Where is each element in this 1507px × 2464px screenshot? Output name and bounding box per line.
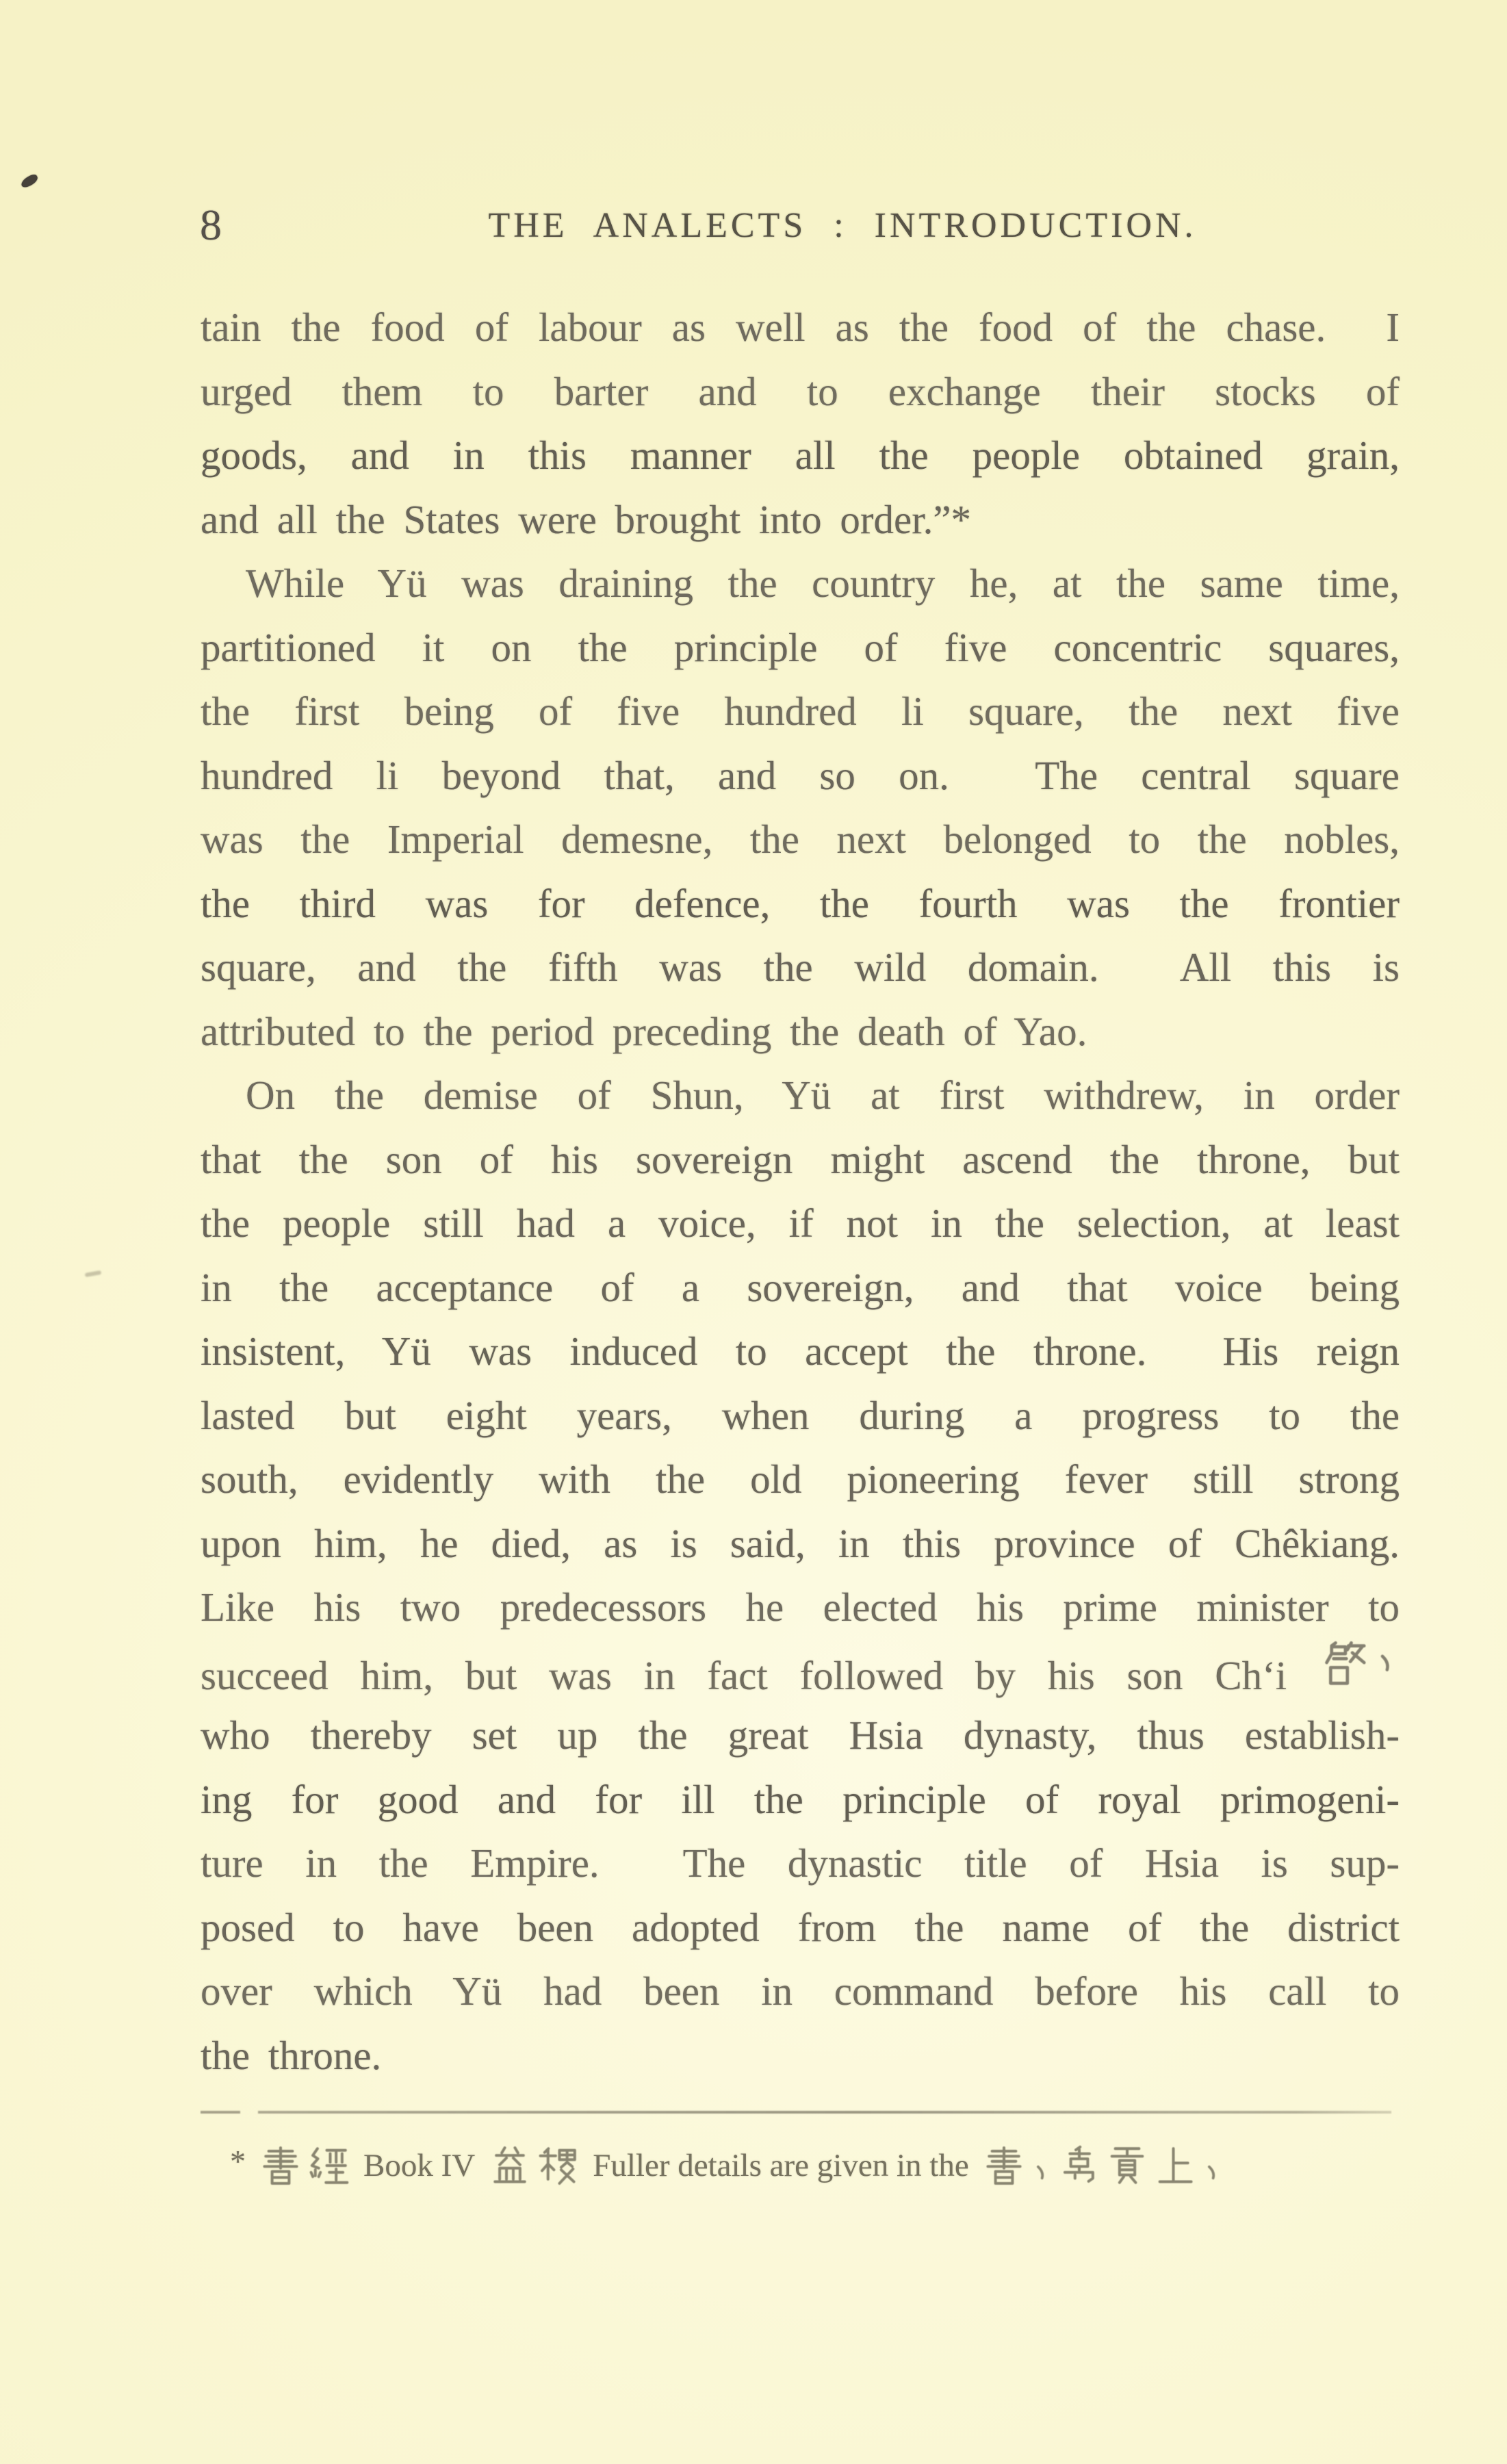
body-line bbox=[201, 1320, 1400, 1384]
body-line-text: attributed to the period preceding the death of Yao. bbox=[201, 1008, 1087, 1054]
body-line-text: Like his two predecessors he elected his prime minister to bbox=[201, 1584, 1400, 1630]
body-line-text: On the demise of Shun, Yü at first withdrew, in order bbox=[246, 1073, 1400, 1118]
body-line-text: insistent, Yü was induced to accept the throne. His reign bbox=[201, 1329, 1400, 1374]
body-line-text: hundred li beyond that, and so on. The central square bbox=[201, 752, 1400, 798]
ink-speck bbox=[19, 173, 39, 190]
body-line bbox=[201, 1512, 1400, 1576]
body-line-text: ture in the Empire. The dynastic title of Hsia is sup- bbox=[201, 1840, 1400, 1886]
body-line bbox=[201, 616, 1400, 680]
hanzi-shu-ching-group bbox=[259, 2144, 350, 2187]
body-line bbox=[201, 2024, 1400, 2088]
body-line-text: square, and the fifth was the wild domain. All this is bbox=[201, 945, 1400, 990]
body-line bbox=[201, 424, 1400, 488]
body-line-text: who thereby set up the great Hsia dynasty, thus establish- bbox=[201, 1712, 1400, 1758]
body-line-text: the third was for defence, the fourth was the frontier bbox=[201, 880, 1400, 926]
body-line-text: the people still had a voice, if not in the selection, at least bbox=[201, 1201, 1400, 1246]
body-line bbox=[201, 1704, 1400, 1768]
body-line bbox=[201, 744, 1400, 808]
body-line-text: upon him, he died, as is said, in this province of Chêkiang. bbox=[201, 1520, 1400, 1566]
hanzi-qi-group bbox=[1319, 1640, 1400, 1689]
hanzi-shu-icon bbox=[259, 2144, 302, 2187]
body-line-text: tain the food of labour as well as the food of the chase. I bbox=[201, 305, 1400, 350]
body-line-text: posed to have been adopted from the name of the district bbox=[201, 1904, 1400, 1950]
footnote-asterisk: * bbox=[230, 2144, 246, 2179]
hanzi-qi-icon bbox=[1319, 1640, 1368, 1689]
body-line-text: urged them to barter and to exchange their stocks of bbox=[201, 368, 1400, 414]
body-line bbox=[201, 1768, 1400, 1832]
body-line bbox=[201, 1384, 1400, 1448]
hanzi-chi-icon bbox=[537, 2144, 579, 2187]
body-line bbox=[201, 1064, 1400, 1128]
body-line-with-hanzi bbox=[201, 1640, 1400, 1704]
body-line-text: the throne. bbox=[201, 2032, 382, 2078]
body-line bbox=[201, 360, 1400, 424]
hanzi-shang-icon bbox=[1154, 2144, 1196, 2187]
hanzi-shu-icon bbox=[983, 2144, 1025, 2187]
body-line-text: in the acceptance of a sovereign, and that voice being bbox=[201, 1264, 1400, 1310]
body-line bbox=[201, 1896, 1400, 1960]
body-line bbox=[201, 1000, 1400, 1064]
ideographic-comma-icon bbox=[1374, 1652, 1400, 1678]
footnote bbox=[230, 2134, 1407, 2197]
body-line-text: partitioned it on the principle of five concentric squares, bbox=[201, 624, 1400, 670]
body-line-text: goods, and in this manner all the people obtained grain, bbox=[201, 433, 1400, 478]
body-line-text: over which Yü had been in command before his call to bbox=[201, 1968, 1400, 2014]
page-number: 8 bbox=[200, 201, 222, 249]
body-line-text: and all the States were brought into order.”* bbox=[201, 496, 972, 542]
ideographic-comma-icon bbox=[1031, 2163, 1053, 2185]
body-line-text: that the son of his sovereign might ascend the throne, but bbox=[201, 1136, 1400, 1182]
ink-smudge bbox=[85, 1270, 102, 1277]
body-line bbox=[201, 488, 1400, 552]
body-text bbox=[201, 296, 1400, 2088]
body-line bbox=[201, 1448, 1400, 1512]
hanzi-yi-icon bbox=[489, 2144, 531, 2187]
running-header: THE ANALECTS : INTRODUCTION. bbox=[488, 206, 1197, 245]
hanzi-yi-chi-group bbox=[489, 2144, 579, 2187]
body-line-text: While Yü was draining the country he, at the same time, bbox=[246, 561, 1400, 606]
body-line bbox=[201, 1832, 1400, 1896]
body-line-text: the first being of five hundred li square, the next five bbox=[201, 689, 1400, 734]
hanzi-yu-icon bbox=[1058, 2144, 1100, 2187]
hanzi-shu-yu-kung-group bbox=[983, 2144, 1224, 2187]
body-line-text: succeed him, but was in fact followed by his son Ch‘i bbox=[201, 1652, 1287, 1698]
body-line bbox=[201, 680, 1400, 744]
body-line bbox=[201, 1576, 1400, 1640]
footnote-rule bbox=[201, 2111, 1391, 2114]
ideographic-comma-icon bbox=[1202, 2163, 1224, 2185]
body-line-text: was the Imperial demesne, the next belonged to the nobles, bbox=[201, 817, 1400, 862]
hanzi-ching-icon bbox=[307, 2144, 350, 2187]
body-line bbox=[201, 808, 1400, 872]
body-line bbox=[201, 1960, 1400, 2024]
body-line-text: ing for good and for ill the principle of royal primogeni- bbox=[201, 1776, 1400, 1822]
body-line-text: lasted but eight years, when during a progress to the bbox=[201, 1392, 1400, 1438]
body-line-text: south, evidently with the old pioneering fever still strong bbox=[201, 1456, 1400, 1502]
body-line bbox=[201, 296, 1400, 360]
body-line bbox=[201, 936, 1400, 1000]
body-line bbox=[201, 1256, 1400, 1320]
body-line bbox=[201, 552, 1400, 616]
body-line bbox=[201, 1128, 1400, 1192]
footnote-book-ref: Book IV bbox=[363, 2147, 476, 2183]
body-line bbox=[201, 872, 1400, 936]
body-line bbox=[201, 1192, 1400, 1256]
footnote-text: Fuller details are given in the bbox=[593, 2147, 969, 2183]
hanzi-kung-icon bbox=[1106, 2144, 1148, 2187]
